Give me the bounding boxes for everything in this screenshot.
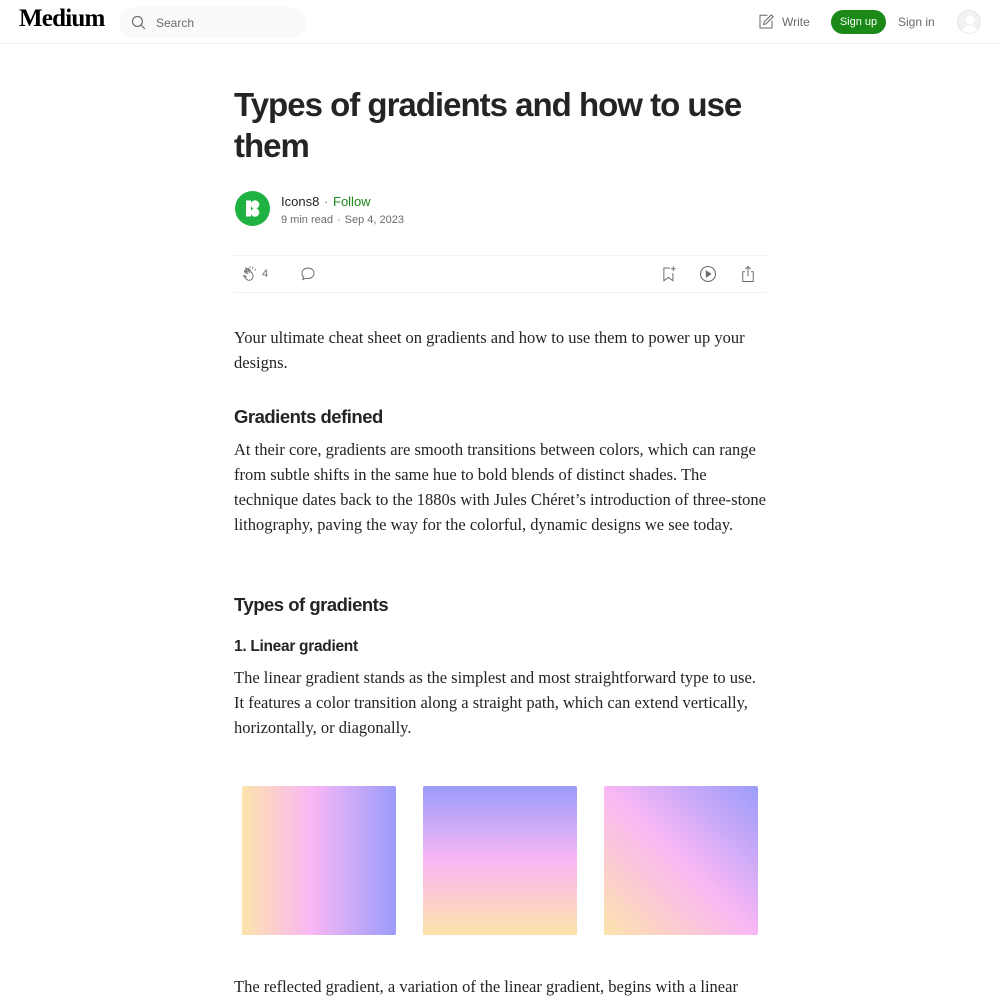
diagonal-linear-gradient-image: [604, 786, 758, 935]
paragraph-linear-gradient: The linear gradient stands as the simplest and most straightforward type to use. It features a color transition along a straight path, which can extend vertically, horizontally, or diagonally.: [234, 668, 756, 737]
sign-in-link[interactable]: Sign in: [898, 15, 935, 29]
search-icon: [130, 14, 147, 31]
paragraph-reflected-gradient: The reflected gradient, a variation of the linear gradient, begins with a linear: [234, 977, 738, 996]
top-nav: [0, 0, 1000, 44]
intro-paragraph: Your ultimate cheat sheet on gradients and how to use them to power up your designs.: [234, 328, 745, 372]
user-avatar[interactable]: [957, 10, 981, 34]
write-button[interactable]: [757, 11, 810, 33]
write-label: Write: [782, 15, 810, 29]
heading-types-of-gradients: Types of gradients: [234, 594, 389, 615]
author-name[interactable]: Icons8: [281, 194, 320, 209]
vertical-linear-gradient-image: [423, 786, 577, 935]
read-time: 9 min read: [281, 214, 333, 226]
clap-count: 4: [262, 268, 269, 280]
paragraph-gradients-defined: At their core, gradients are smooth transitions between colors, which can range from subtle shifts in the same hue to bold blends of distinct shades. The technique dates back to the 1880s with Jules Chéret’s introduction of three-stone lithography, paving the way for the colorful, dynamic designs we see today.: [234, 440, 766, 534]
search-box[interactable]: [119, 7, 306, 38]
search-input[interactable]: [156, 7, 296, 38]
sign-up-button[interactable]: Sign up: [831, 10, 886, 34]
share-icon[interactable]: [739, 264, 757, 284]
action-bar: [234, 255, 766, 293]
icons8-logo-icon: [235, 191, 270, 226]
clap-icon[interactable]: [241, 265, 259, 283]
listen-play-icon[interactable]: [698, 264, 718, 284]
article-meta: [281, 214, 408, 226]
user-icon: [958, 11, 981, 34]
author-avatar[interactable]: [235, 191, 270, 226]
medium-logo[interactable]: Medium: [19, 5, 105, 32]
article-title: Types of gradients and how to use them: [234, 86, 742, 164]
write-icon: [757, 13, 775, 31]
bookmark-add-icon[interactable]: [659, 264, 677, 284]
publish-date: Sep 4, 2023: [344, 214, 404, 226]
meta-separator: ·: [336, 214, 341, 226]
heading-linear-gradient: 1. Linear gradient: [234, 638, 358, 655]
follow-button[interactable]: Follow: [333, 194, 371, 209]
comment-icon[interactable]: [299, 265, 317, 283]
meta-separator: ·: [324, 194, 329, 209]
heading-gradients-defined: Gradients defined: [234, 406, 383, 427]
horizontal-linear-gradient-image: [242, 786, 396, 935]
